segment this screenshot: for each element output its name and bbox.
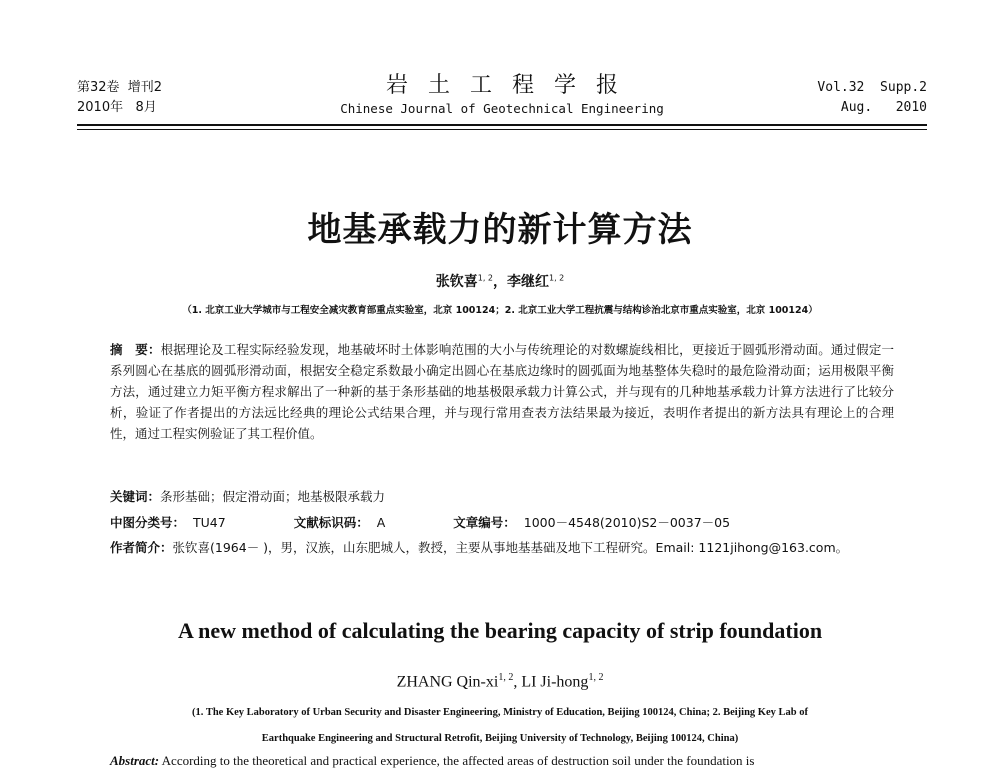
document-code-label: 文献标识码： [293,515,369,530]
journal-name [77,72,927,118]
abstract-label-cn: 摘 要： [110,342,161,357]
author-name-en: ZHANG Qin-xi [396,673,499,691]
authors-en [0,672,1000,691]
author-name-en: LI Ji-hong [521,673,589,691]
author-separator: ， [493,274,507,290]
issue-info-en [817,78,927,118]
author-name: 李继红 [507,274,549,290]
abstract-text-cn: 根据理论及工程实际经验发现，地基破坏时土体影响范围的大小与传统理论的对数螺旋线相比，更接近于圆弧形滑动面。通过假定一系列圆心在基底的圆弧形滑动面，根据安全稳定系数最小确定出圆心在基底边缘时的圆弧面为地基整体失稳时的最危险滑动面；运用极限平衡方法，通过建立力矩平衡方程求解出了一种新的基于条形基础的地基极限承载力计算公式，并与现有的几种地基承载力计算方法进行了比较分析，验证了作者提出的方法远比经典的理论公式结果合理，并与现行常用查表方法结果最为接近，表明作者提出的新方法具有理论上的合理性，通过工程实例验证了其工程价值。 [110,342,894,441]
paper-title-en: A new method of calculating the bearing capacity of strip foundation [177,618,823,643]
authors-cn [0,271,1000,291]
document-code-value: A [376,515,386,530]
author-bio-label: 作者简介： [110,540,173,555]
publication-date-cn: 2010年 8月 [77,100,157,115]
author-bio [110,537,894,558]
abstract-en [110,752,894,768]
article-number-value: 1000－4548(2010)S2－0037－05 [523,515,731,530]
journal-name-en: Chinese Journal of Geotechnical Engineering [340,101,664,116]
header-rule-thin [77,129,927,130]
article-number-label: 文章编号： [453,515,516,530]
clc-value: TU47 [193,515,226,530]
header-rule-thick [77,124,927,126]
volume-supplement: Vol.32 Supp.2 [817,80,927,95]
affiliation-en [120,700,880,752]
author-bio-text: 张钦喜(1964－ )，男，汉族，山东肥城人，教授，主要从事地基基础及地下工程研究。Email: 1121jihong@163.com。 [172,540,849,555]
affiliation-en-line1: (1. The Key Laboratory of Urban Security and Disaster Engineering, Ministry of Education, Beijing 100124, China; 2. Beijing Key Lab of [192,707,808,718]
clc-label: 中图分类号： [110,515,186,530]
author-name: 张钦喜 [435,274,478,290]
abstract-text-en: According to the theoretical and practical experience, the affected areas of destruction soil under the foundation is [159,753,755,768]
author-affiliation-marker: 1, 2 [549,273,565,283]
keywords-cn [110,486,894,507]
author-affiliation-marker: 1, 2 [477,273,493,283]
author-affiliation-marker-en: 1, 2 [588,672,604,683]
abstract-label-en: Abstract: [110,753,160,768]
author-separator-en: , [513,673,522,691]
journal-name-cn: 岩土工程学报 [385,73,638,98]
keywords-text: 条形基础；假定滑动面；地基极限承载力 [160,489,386,504]
author-affiliation-marker-en: 1, 2 [498,672,514,683]
affiliation-cn: （1. 北京工业大学城市与工程安全减灾教育部重点实验室，北京 100124；2. 北京工业大学工程抗震与结构诊治北京市重点实验室，北京 100124） [182,305,818,316]
journal-header [77,72,927,126]
volume-issue: 第32卷 增刊2 [77,80,163,95]
classification-line [110,512,894,533]
keywords-label: 关键词： [110,489,161,504]
paper-title-cn: 地基承载力的新计算方法 [307,210,693,250]
abstract-cn [110,339,894,444]
publication-date-en: Aug. 2010 [840,100,927,115]
affiliation-en-line2: Earthquake Engineering and Structural Retrofit, Beijing University of Technology, Beijing 100124, China) [261,733,739,744]
